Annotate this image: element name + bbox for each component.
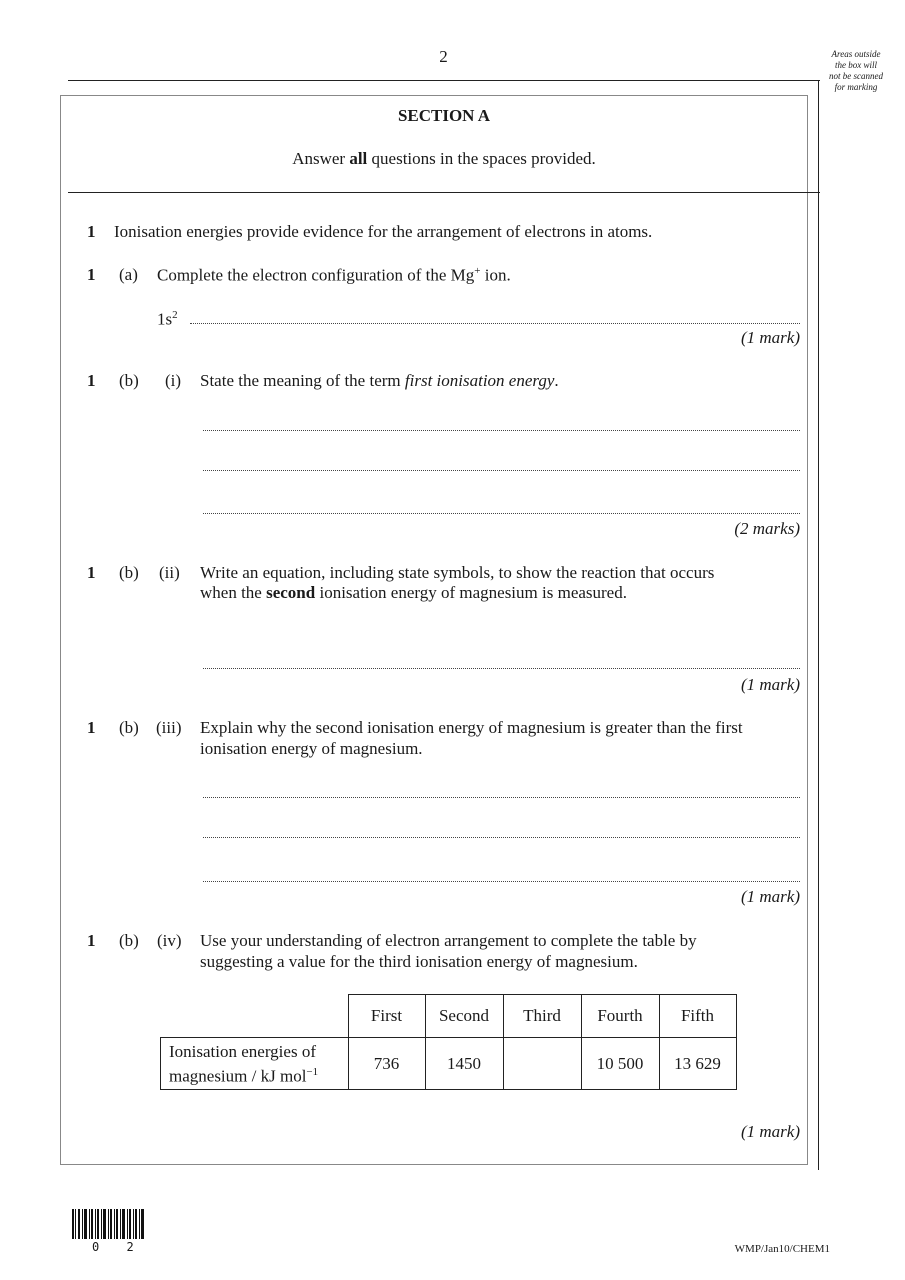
section-title: SECTION A <box>397 106 491 125</box>
answer-line[interactable] <box>203 881 800 882</box>
question-subpart: (ii) <box>159 563 180 582</box>
answer-line[interactable] <box>203 430 800 431</box>
marks-label: (1 mark) <box>740 887 800 906</box>
section-instruction: Answer all questions in the spaces provided. <box>292 149 596 168</box>
question-part: (b) <box>119 371 139 390</box>
question-subpart: (i) <box>165 371 182 390</box>
question-part: (b) <box>119 563 139 582</box>
question-text-line-1: Explain why the second ionisation energy of magnesium is greater than the first <box>200 718 743 737</box>
question-part: (b) <box>119 931 139 950</box>
table-header-cell: Fifth <box>659 995 736 1038</box>
question-number: 1 <box>87 563 96 582</box>
barcode-icon <box>72 1209 144 1239</box>
marks-label: (1 mark) <box>740 675 800 694</box>
question-text-line-2: when the second ionisation energy of magnesium is measured. <box>200 583 627 602</box>
answer-line[interactable] <box>203 668 800 669</box>
table-cell-third-answer[interactable] <box>503 1038 581 1090</box>
answer-line[interactable] <box>203 797 800 798</box>
page-number: 2 <box>439 47 448 66</box>
table-row-label <box>161 1038 349 1090</box>
margin-note-line: not be scanned <box>829 71 883 81</box>
margin-rule <box>818 80 819 1170</box>
question-text-line-1: Write an equation, including state symbols, to show the reaction that occurs <box>200 563 715 582</box>
question-part: (a) <box>119 265 138 284</box>
answer-line[interactable] <box>203 513 800 514</box>
question-subpart: (iii) <box>156 718 182 737</box>
table-header-cell: Second <box>425 995 503 1038</box>
question-number: 1 <box>87 265 96 284</box>
question-number: 1 <box>87 371 96 390</box>
marks-label: (1 mark) <box>740 1122 800 1141</box>
table-cell-first: 736 <box>348 1038 425 1090</box>
question-part: (b) <box>119 718 139 737</box>
barcode-number: 0 2 <box>92 1240 144 1254</box>
answer-line[interactable] <box>203 837 800 838</box>
question-text: State the meaning of the term first ionisation energy. <box>200 371 559 390</box>
margin-note-line: for marking <box>834 82 878 92</box>
config-prompt: $1s^2$ <box>157 309 178 329</box>
answer-line[interactable] <box>190 323 800 324</box>
question-text-line-1: Use your understanding of electron arrangement to complete the table by <box>200 931 697 950</box>
table-row <box>161 1038 737 1090</box>
table-cell-second: 1450 <box>425 1038 503 1090</box>
top-rule <box>68 80 820 81</box>
question-text: Ionisation energies provide evidence for the arrangement of electrons in atoms. <box>114 222 653 241</box>
table-corner-cell <box>161 995 349 1038</box>
question-subpart: (iv) <box>157 931 182 950</box>
question-number: 1 <box>87 718 96 737</box>
row-label-line-2: magnesium / kJ mol$^{-1}$ <box>169 1065 319 1086</box>
table-header-row <box>161 995 737 1038</box>
question-text-line-2: suggesting a value for the third ionisation energy of magnesium. <box>200 952 638 971</box>
table-header-cell: Third <box>503 995 581 1038</box>
table-cell-fourth: 10 500 <box>581 1038 659 1090</box>
table-header-cell: First <box>348 995 425 1038</box>
marks-label: (2 marks) <box>734 519 800 538</box>
answer-line[interactable] <box>203 470 800 471</box>
question-text-line-2: ionisation energy of magnesium. <box>200 739 423 758</box>
footer-code: WMP/Jan10/CHEM1 <box>734 1243 830 1255</box>
table-cell-fifth: 13 629 <box>659 1038 736 1090</box>
margin-note-line: Areas outside <box>831 49 881 59</box>
section-rule <box>68 192 820 193</box>
table-header-cell: Fourth <box>581 995 659 1038</box>
question-number: 1 <box>87 931 96 950</box>
question-text: Complete the electron configuration of the Mg+ ion. <box>157 265 511 285</box>
marks-label: (1 mark) <box>740 328 800 347</box>
row-label-line-1: Ionisation energies of <box>169 1041 316 1061</box>
margin-note <box>818 49 894 93</box>
margin-note-line: the box will <box>835 60 877 70</box>
question-number: 1 <box>87 222 96 241</box>
ionisation-energy-table <box>160 994 737 1090</box>
